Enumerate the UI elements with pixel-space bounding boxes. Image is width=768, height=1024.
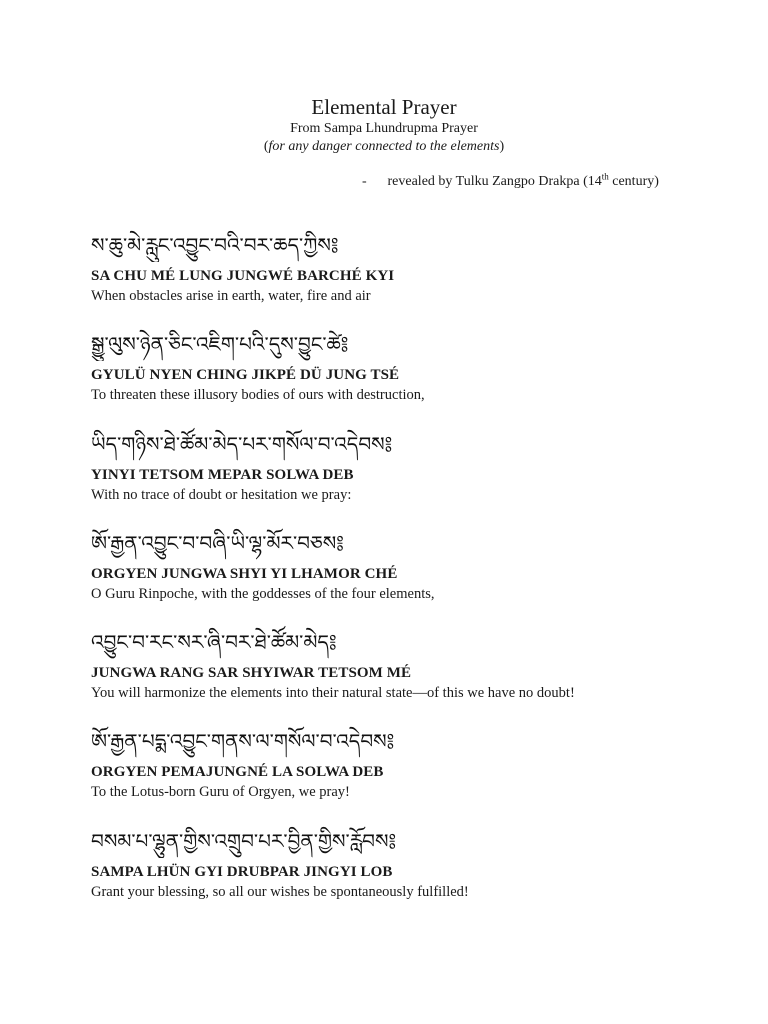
tibetan-line: བསམ་པ་ལྷུན་གྱིས་འགྲུབ་པར་བྱིན་གྱིས་རློབས༔ bbox=[91, 828, 397, 853]
page-note bbox=[0, 138, 768, 156]
translation-line: You will harmonize the elements into their natural state—of this we have no doubt! bbox=[91, 685, 575, 702]
tibetan-line: ཨོ་རྒྱན་པདྨ་འབྱུང་གནས་ལ་གསོལ་བ་འདེབས༔ bbox=[91, 729, 395, 754]
stanza bbox=[91, 327, 731, 426]
transliteration-line: JUNGWA RANG SAR SHYIWAR TETSOM MÉ bbox=[91, 665, 412, 682]
stanza bbox=[91, 427, 731, 526]
translation-line: To threaten these illusory bodies of ours with destruction, bbox=[91, 387, 425, 404]
title-block bbox=[0, 94, 768, 156]
transliteration-line: SAMPA LHÜN GYI DRUBPAR JINGYI LOB bbox=[91, 863, 393, 880]
note-close-paren: ) bbox=[499, 139, 505, 154]
transliteration-line: YINYI TETSOM MEPAR SOLWA DEB bbox=[91, 466, 354, 483]
tibetan-line: འབྱུང་བ་རང་སར་ཞི་བར་ཐེ་ཚོམ་མེད༔ bbox=[91, 630, 337, 655]
tibetan-line: སྒྱུ་ལུས་ཉེན་ཅིང་འཇིག་པའི་དུས་བྱུང་ཚེ༔ bbox=[91, 332, 349, 357]
stanza bbox=[91, 228, 731, 327]
tibetan-line: ཡིད་གཉིས་ཐེ་ཚོམ་མེད་པར་གསོལ་བ་འདེབས༔ bbox=[91, 431, 393, 456]
prayer-stanzas bbox=[91, 228, 731, 923]
attribution-text-after: century) bbox=[608, 174, 659, 189]
page-subtitle: From Sampa Lhundrupma Prayer bbox=[290, 121, 478, 136]
transliteration-line: ORGYEN JUNGWA SHYI YI LHAMOR CHÉ bbox=[91, 565, 398, 582]
note-open-paren: ( bbox=[263, 139, 269, 154]
translation-line: When obstacles arise in earth, water, fire and air bbox=[91, 288, 371, 304]
transliteration-line: GYULÜ NYEN CHING JIKPÉ DÜ JUNG TSÉ bbox=[91, 367, 400, 384]
transliteration-line: ORGYEN PEMAJUNGNÉ LA SOLWA DEB bbox=[91, 764, 384, 781]
attribution-superscript: th bbox=[601, 171, 609, 182]
translation-line: To the Lotus-born Guru of Orgyen, we pray! bbox=[91, 784, 350, 801]
stanza bbox=[91, 724, 731, 823]
translation-line: With no trace of doubt or hesitation we pray: bbox=[91, 486, 352, 503]
tibetan-line: ཨོ་རྒྱན་འབྱུང་བ་བཞི་ཡི་ལྷ་མོར་བཅས༔ bbox=[91, 530, 344, 555]
attribution-dash: - bbox=[362, 174, 367, 189]
translation-line: Grant your blessing, so all our wishes be spontaneously fulfilled! bbox=[91, 883, 469, 900]
note-text: for any danger connected to the elements bbox=[268, 139, 500, 154]
attribution-line bbox=[362, 173, 659, 191]
stanza bbox=[91, 526, 731, 625]
tibetan-line: ས་ཆུ་མེ་རླུང་འབྱུང་བའི་བར་ཆད་ཀྱིས༔ bbox=[91, 233, 339, 257]
stanza bbox=[91, 625, 731, 724]
translation-line: O Guru Rinpoche, with the goddesses of the four elements, bbox=[91, 585, 435, 602]
transliteration-line: SA CHU MÉ LUNG JUNGWÉ BARCHÉ KYI bbox=[91, 268, 395, 284]
stanza bbox=[91, 824, 731, 923]
page-title: Elemental Prayer bbox=[311, 95, 457, 119]
attribution-text-before: revealed by Tulku Zangpo Drakpa (14 bbox=[387, 174, 602, 189]
